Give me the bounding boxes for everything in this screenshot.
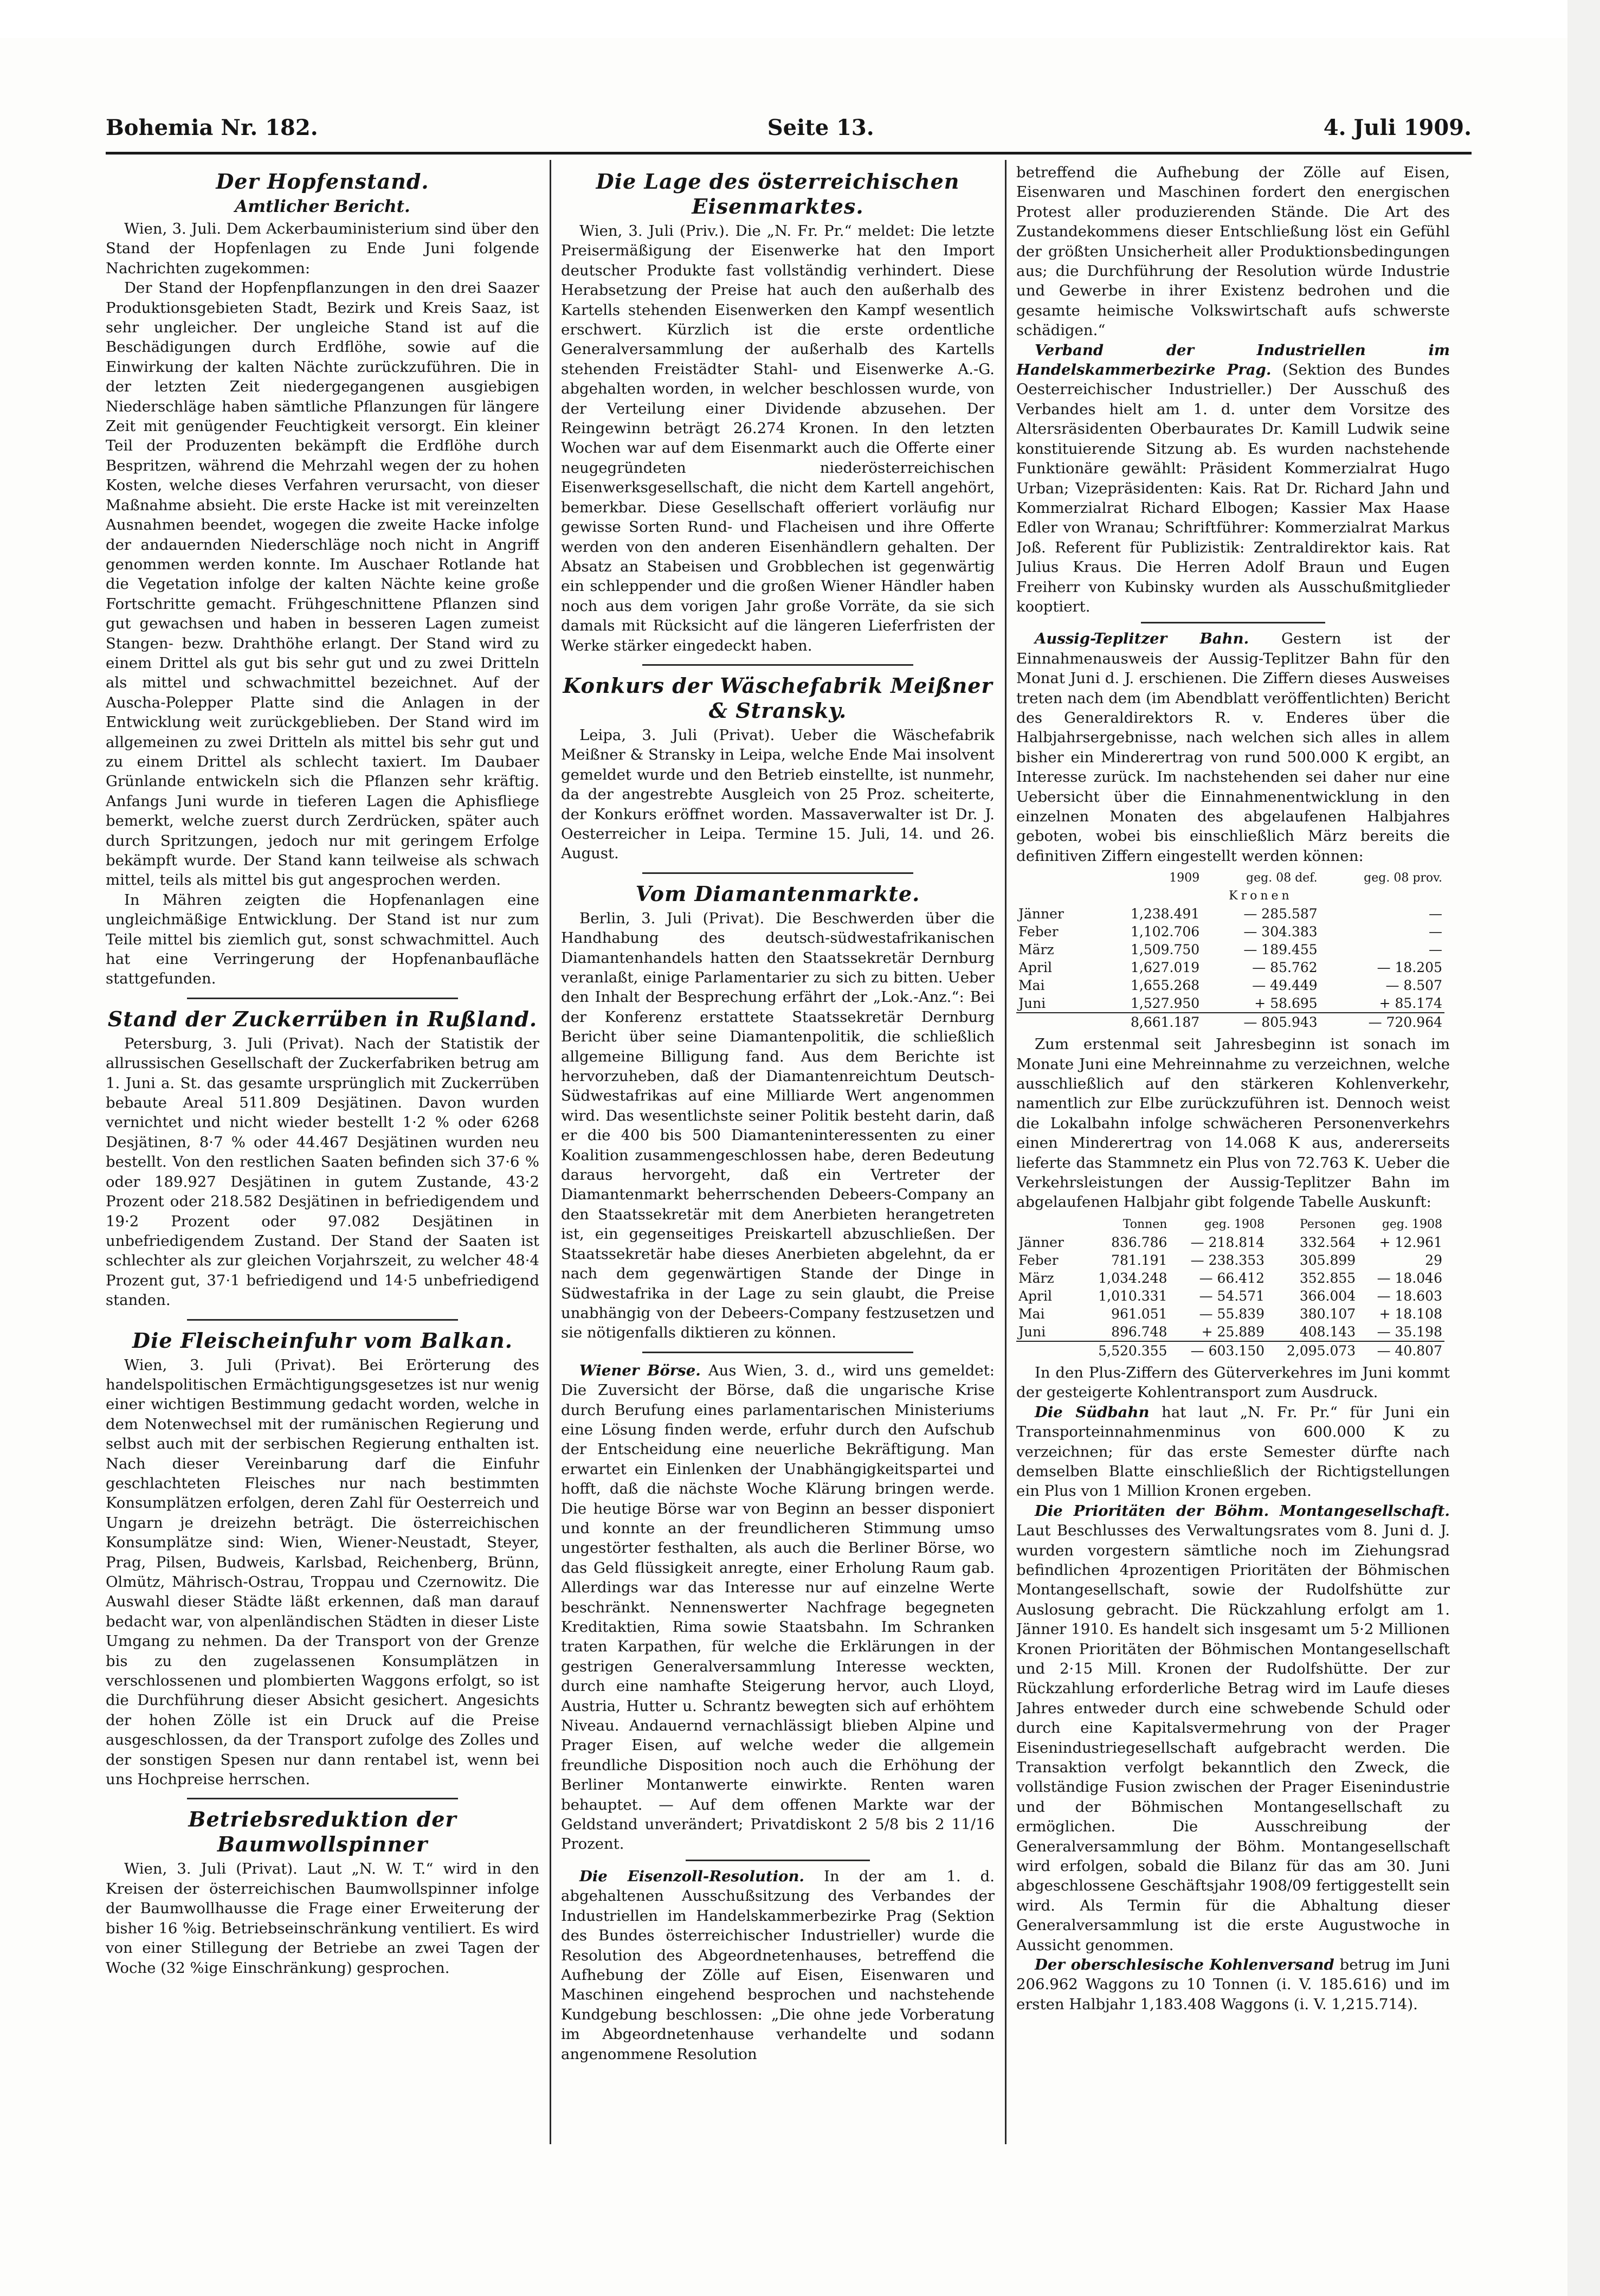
table-cell: 1,527.950: [1130, 995, 1200, 1012]
table-cell: 29: [1425, 1252, 1442, 1268]
table-cell: 1,509.750: [1130, 942, 1200, 958]
table-row: [1016, 1233, 1444, 1251]
table-cell: — 54.571: [1199, 1288, 1264, 1304]
section-divider: [642, 664, 913, 666]
article-paragraph: Der Stand der Hopfenpflanzungen in den drei Saazer Produktionsgebieten Stadt, Bezirk und Kreis Saaz, ist sehr ungleicher. Der ungleiche Stand ist auf die Beschädigungen durch Erdflöhe, sowie auf die Einwirkung der kalten Nächte zurückzuführen. Die in der letzten Zeit niedergegangenen ausgiebigen Niederschläge haben sämtliche Pflanzungen für längere Zeit mit genügender Feuchtigkeit versorgt. Ein kleiner Teil der Produzenten bekämpft die Erdflöhe durch Bespritzen, während die Mehrzahl wegen der zu hohen Kosten, welche dieses Verfahren verursacht, von dieser Maßnahme absieht. Die erste Hacke ist mit vereinzelten Ausnahmen beendet, wogegen die zweite Hacke infolge der andauernden Niederschläge noch nicht in Angriff genommen werden konnte. Im Auschaer Rotlande hat die Vegetation infolge der kalten Nächte keine große Fortschritte gemacht. Frühgeschnittene Pflanzen sind gut gewachsen und haben in besseren Lagen zumeist Stangen- bezw. Drahthöhe erlangt. Der Stand wird zu einem Drittel als gut bis sehr gut und zu zwei Dritteln als mittel und schwachmittel bezeichnet. Auf der Auscha-Polepper Platte sind die Anlagen in der Entwicklung weit zurückgeblieben. Der Stand wird im allgemeinen zu zwei Dritteln als mittel bis sehr gut und zu einem Drittel als schlecht taxiert. Im Daubaer Grünlande entwickeln sich die Pflanzen sehr kräftig. Anfangs Juni wurde in tieferen Lagen die Aphisfliege bemerkt, welche zuerst durch Zerdrücken, später auch durch Spritzungen, jedoch nur mit geringem Erfolge bekämpft wurde. Der Stand kann teilweise als schwach mittel, teils als mittel bis gut angesprochen werden.: [106, 279, 539, 889]
table-cell: 1,238.491: [1130, 906, 1200, 922]
article-paragraph: Berlin, 3. Juli (Privat). Die Beschwerden über die Handhabung des deutsch-südwestafrikanischen Diamantenhandels hatten den Staatssekretär Dernburg veranlaßt, einige Parlamentarier zu sich zu bitten. Ueber den Inhalt der Besprechung erfährt der „Lok.-Anz.“: Bei der Konferenz erstattete Staatssekretär Dernburg Bericht über seine Diamantenpolitik, die schließlich allgemeine Billigung fand. Aus dem Berichte ist hervorzuheben, daß der Diamantenreichtum Deutsch-Südwestafrikas auf eine Milliarde Wert angenommen wird. Das wesentlichste seiner Politik besteht darin, daß er die 400 bis 500 Diamanteninteressenten zu einer Koalition zusammengeschlossen habe, deren Bedeutung daraus hervorgeht, daß ein Vertreter der Diamantenmarkt beherrschenden Debeers-Company an den Staatssekretär mit dem Anerbieten herangetreten ist, ein gegenseitiges Preiskartell abzuschließen. Der Staatssekretär habe dieses Anerbieten abgelehnt, da er nach dem gegenwärtigen Stande der Dinge in Südwestafrika in der Lage zu sein glaubt, die Preise unabhängig von der Debeers-Company festzusetzen und sie nötigenfalls diktieren zu können.: [561, 909, 995, 1342]
table-cell: + 25.889: [1201, 1323, 1264, 1340]
table-cell: —: [1429, 906, 1442, 922]
article-diamantenmarkt: [561, 882, 995, 1343]
table-header-row: [1016, 869, 1444, 887]
table-cell: — 189.455: [1243, 942, 1318, 958]
table-cell: Jänner: [1018, 906, 1064, 922]
table-unit-row: [1016, 887, 1444, 905]
article-konkurs: [561, 673, 995, 864]
table-cell: Jänner: [1018, 1234, 1064, 1250]
article-paragraph: Wien, 3. Juli. Dem Ackerbauministerium sind über den Stand der Hopfenlagen zu Ende Juni folgende Nachrichten zugekommen:: [106, 220, 539, 277]
table-cell: — 720.964: [1320, 1013, 1444, 1031]
page-right-margin: [1567, 0, 1600, 2296]
section-divider: [1141, 622, 1325, 623]
paragraph-text: Laut Beschlusses des Verwaltungsrates vom 8. Juni d. J. wurden vorgestern sämtliche noch im Ziehungsrad befindlichen 4prozentigen Prioritäten der Böhmischen Montangesellschaft, sowie der Rudolfshütte zur Auslosung gebracht. Die Rückzahlung erfolgt am 1. Jänner 1910. Es handelt sich insgesamt um 5·2 Millionen Kronen Prioritäten der Böhmischen Montangesellschaft und 2·15 Mill. Kronen der Rudolfshütte. Der zur Rückzahlung erforderliche Betrag wird im Laufe dieses Jahres entweder durch eine schwebende Schuld oder durch eine Kapitalsvermehrung von der Prager Eisenindustriegesellschaft aufgebracht werden. Die Transaktion verfolgt bekanntlich den Zweck, die vollständige Fusion zwischen der Prager Eisenindustrie und der Böhmischen Montangesellschaft zu ermöglichen. Die Ausschreibung der Generalversammlung der Böhm. Montangesellschaft wird erfolgen, sobald die Bilanz für das am 30. Juni abgeschlossene Geschäftsjahr 1908/09 fertiggestellt sein wird. Als Termin für die Abhaltung dieser Generalversammlung ist die erste Augustwoche in Aussicht genommen.: [1016, 1522, 1450, 1954]
article-paragraph: Petersburg, 3. Juli (Privat). Nach der Statistik der allrussischen Gesellschaft der Zuckerfabriken betrug am 1. Juni a. St. das gesamte ursprünglich mit Zuckerrüben bebaute Areal 511.809 Desjätinen. Davon wurden vernichtet und nicht wieder bestellt 1·2 % oder 6268 Desjätinen, 8·7 % oder 44.467 Desjätinen wurden neu bestellt. Von den restlichen Saaten befinden sich 37·6 % oder 189.927 Desjätinen in gutem Zustande, 43·2 Prozent oder 218.582 Desjätinen in befriedigendem und 19·2 Prozent oder 97.082 Desjätinen in unbefriedigendem Zustand. Der Stand der Saaten ist schlechter als zur gleichen Vorjahrszeit, zu welcher 48·4 Prozent gut, 37·1 befriedigend und 14·5 unbefriedigend standen.: [106, 1034, 539, 1309]
table-cell: Feber: [1018, 924, 1059, 940]
table-cell: 781.191: [1111, 1252, 1167, 1268]
table-cell: — 66.412: [1199, 1270, 1264, 1286]
table-cell: [1016, 1013, 1091, 1031]
table-row: [1016, 905, 1444, 923]
table-header: geg. 08 def.: [1246, 871, 1318, 885]
header-page-number: Seite 13.: [767, 114, 874, 140]
table-cell: Mai: [1018, 977, 1045, 994]
table-header: geg. 1908: [1204, 1217, 1264, 1231]
table-cell: Juni: [1018, 1323, 1046, 1340]
table-cell: Feber: [1018, 1252, 1059, 1268]
page-top-margin: [0, 0, 1600, 38]
table-cell: März: [1018, 1270, 1054, 1286]
table-row: [1016, 976, 1444, 994]
column-2: [561, 163, 995, 2141]
article-wiener-boerse: [561, 1361, 995, 1854]
table-cell: + 85.174: [1379, 995, 1442, 1012]
table-sum-row: [1016, 1341, 1444, 1360]
table-cell: 1,010.331: [1098, 1288, 1167, 1304]
inline-heading: Aussig-Teplitzer Bahn.: [1035, 630, 1249, 648]
table-sum-row: [1016, 1013, 1444, 1031]
inline-heading: Die Südbahn: [1035, 1403, 1150, 1421]
table-row: [1016, 994, 1444, 1013]
article-kohlenversand: [1016, 1955, 1450, 2014]
article-title: Vom Diamantenmarkte.: [635, 881, 920, 906]
article-eisenmarkt: [561, 169, 995, 655]
table-cell: 332.564: [1299, 1234, 1356, 1250]
table-cell: April: [1018, 960, 1052, 976]
table-cell: — 49.449: [1252, 977, 1318, 994]
table-unit: Kronen: [1229, 889, 1293, 903]
column-3: [1016, 163, 1450, 2141]
section-divider: [187, 998, 458, 999]
paragraph-text: betrug im Juni 206.962 Waggons zu 10 Tonnen (i. V. 185.616) und im ersten Halbjahr 1,183.408 Waggons (i. V. 1,215.714).: [1016, 1956, 1450, 2013]
table-row: [1016, 923, 1444, 941]
paragraph-text: Aus Wien, 3. d., wird uns gemeldet: Die Zuversicht der Börse, daß die ungarische Krise durch Berufung eines parlamentarischen Ministeriums eine Lösung finden werde, erfuhr durch den Aufschub der Entscheidung eine neuerliche Bekräftigung. Man erwartet ein Einlenken der Unabhängigkeitspartei und hofft, daß die nächste Woche Klärung bringen werde. Die heutige Börse war von Beginn an besser disponiert und konnte an der freundlicheren Stimmung umso ungestörter festhalten, als auch die Berliner Börse, wo das Geld flüssigkeit anregte, einer Erholung Raum gab. Allerdings war das Interesse nur auf einzelne Werte beschränkt. Nennenswerter Nachfrage begegneten Kreditaktien, Rima sowie Staatsbahn. Im Schranken traten Karpathen, für welche die Erklärungen in der gestrigen Generalversammlung Interesse weckten, durch eine namhafte Steigerung hervor, auch Lloyd, Austria, Hutter u. Schrantz bewegten sich auf erhöhtem Niveau. Andauernd vernachlässigt blieben Alpine und Prager Eisen, auf welche weder die allgemein freundliche Disposition noch auch die Erhöhung der Berliner Montanwerte einwirkte. Renten waren behauptet. — Auf dem offenen Markte war der Geldstand unverändert; Privatdiskont 2 5/8 bis 2 11/16 Prozent.: [561, 1361, 995, 1853]
traffic-table: [1016, 1215, 1444, 1360]
table-cell: 836.786: [1111, 1234, 1167, 1250]
column-1: [106, 163, 539, 2131]
table-cell: 2,095.073: [1267, 1341, 1358, 1360]
table-cell: + 58.695: [1254, 995, 1318, 1012]
table-cell: 1,627.019: [1130, 960, 1200, 976]
section-divider: [642, 872, 913, 874]
revenue-table: [1016, 869, 1444, 1031]
table-cell: Juni: [1018, 995, 1046, 1012]
table-cell: 961.051: [1111, 1305, 1167, 1322]
table-header: geg. 08 prov.: [1364, 871, 1442, 885]
table-cell: [1016, 1341, 1078, 1360]
table-header-row: [1016, 1215, 1444, 1233]
paragraph-text: In der am 1. d. abgehaltenen Ausschußsitzung des Verbandes der Industriellen im Handelskammerbezirke Prag (Sektion des Bundes österreichischer Industrieller) wurde die Resolution des Abgeordnetenhauses, betreffend die Aufhebung der Zölle auf Eisen, Eisenwaren und Maschinen eingehend besprochen und nachstehende Kundgebung beschlossen: „Die ohne jede Vorberatung im Abgeordnetenhause verhandelte und sodann angenommene Resolution: [561, 1867, 995, 2063]
article-eisenzoll: [561, 1867, 995, 2064]
paragraph-text: hat laut „N. Fr. Pr.“ für Juni ein Transporteinnahmenminus von 600.000 K zu verzeichnen; für das erste Semester dürfte nach demselben Blatte einschließlich der Richtigstellungen ein Plus von 1 Million Kronen ergeben.: [1016, 1403, 1450, 1500]
column-rule-1: [550, 160, 551, 2144]
inline-heading: Wiener Börse.: [579, 1361, 701, 1379]
article-prioritaeten: [1016, 1501, 1450, 1955]
article-title: Die Lage des österreichischen Eisenmarktes.: [596, 169, 960, 218]
article-suedbahn: [1016, 1403, 1450, 1501]
table-row: [1016, 1305, 1444, 1323]
inline-heading: Die Eisenzoll-Resolution.: [579, 1867, 805, 1885]
article-paragraph: In den Plus-Ziffern des Güterverkehres im Juni kommt der gesteigerte Kohlentransport zum Ausdruck.: [1016, 1364, 1450, 1401]
table-cell: + 18.108: [1379, 1305, 1442, 1322]
article-hopfenstand: [106, 169, 539, 989]
table-cell: — 238.353: [1190, 1252, 1264, 1268]
section-divider: [187, 1319, 458, 1321]
table-cell: April: [1018, 1288, 1052, 1304]
table-cell: — 40.807: [1358, 1341, 1444, 1360]
article-title: Stand der Zuckerrüben in Rußland.: [107, 1006, 538, 1031]
table-row: [1016, 959, 1444, 976]
table-cell: 1,102.706: [1130, 924, 1200, 940]
article-verband: [1016, 340, 1450, 617]
page-header: [106, 108, 1472, 146]
table-cell: — 18.603: [1377, 1288, 1442, 1304]
article-paragraph: [1016, 629, 1450, 866]
table-row: [1016, 1269, 1444, 1287]
header-newspaper: Bohemia Nr. 182.: [106, 114, 318, 140]
table-header: geg. 1908: [1382, 1217, 1442, 1231]
article-baumwolle: [106, 1807, 539, 1977]
table-cell: — 18.205: [1377, 960, 1442, 976]
article-zuckerrueben: [106, 1007, 539, 1310]
article-paragraph: Leipa, 3. Juli (Privat). Ueber die Wäschefabrik Meißner & Stransky in Leipa, welche Ende Mai insolvent gemeldet wurde und den Betrieb einstellte, ist nunmehr, da der angestrebte Ausgleich von 25 Proz. scheiterte, der Konkurs eröffnet worden. Massaverwalter ist Dr. J. Oesterreicher in Leipa. Termine 15. Juli, 14. und 26. August.: [561, 726, 995, 863]
inline-heading: Die Prioritäten der Böhm. Montangesellschaft.: [1035, 1502, 1450, 1520]
header-date: 4. Juli 1909.: [1323, 114, 1472, 140]
table-cell: Mai: [1018, 1305, 1045, 1322]
table-cell: — 805.943: [1202, 1013, 1319, 1031]
inline-heading: Der oberschlesische Kohlenversand: [1035, 1956, 1334, 1974]
table-cell: — 8.507: [1385, 977, 1442, 994]
table-cell: 5,520.355: [1078, 1341, 1169, 1360]
table-cell: + 12.961: [1379, 1234, 1442, 1250]
table-cell: 8,661.187: [1091, 1013, 1202, 1031]
article-title: Konkurs der Wäschefabrik Meißner & Stransky.: [563, 673, 993, 723]
article-title: Betriebsreduktion der Baumwollspinner: [188, 1807, 457, 1857]
table-cell: 1,655.268: [1130, 977, 1200, 994]
table-row: [1016, 1323, 1444, 1341]
article-paragraph: Wien, 3. Juli (Privat). Bei Erörterung des handelspolitischen Ermächtigungsgesetzes ist nur wenig einer wichtigen Bestimmung gedacht worden, welche in dem Notenwechsel mit der rumänischen Regierung und selbst auch mit der serbischen Regierung enthalten ist. Nach dieser Vereinbarung darf die Einfuhr geschlachteten Fleisches nur nach bestimmten Konsumplätzen erfolgen, deren Zahl für Oesterreich und Ungarn je dreizehn beträgt. Die österreichischen Konsumplätze sind: Wien, Wiener-Neustadt, Steyer, Prag, Pilsen, Budweis, Karlsbad, Reichenberg, Brünn, Olmütz, Mährisch-Ostrau, Troppau und Czernowitz. Die Auswahl dieser Städte läßt erkennen, daß man darauf bedacht war, von alpenländischen Städten in dieser Liste Umgang zu nehmen. Da der Transport von der Grenze bis zu den zugelassenen Konsumplätzen in verschlossenen und plombierten Waggons erfolgt, so ist die Durchführung dieser Absicht gesichert. Angesichts der hohen Zölle ist ein Druck auf die Preise ausgeschlossen, da der Transport zufolge des Zolles und der sonstigen Spesen nur dann rentabel ist, wenn bei uns Hochpreise herrschen.: [106, 1356, 539, 1789]
table-cell: — 304.383: [1243, 924, 1318, 940]
article-paragraph: In Mähren zeigten die Hopfenanlagen eine ungleichmäßige Entwicklung. Der Stand ist nur zum Teile mittel bis ziemlich gut, sonst schwachmittel. Auch hat eine Verringerung der Hopfenanbaufläche stattgefunden.: [106, 891, 539, 988]
table-header: Personen: [1299, 1217, 1356, 1231]
article-paragraph: [1016, 1501, 1450, 1955]
article-paragraph: [1016, 340, 1450, 617]
article-aussig-teplitzer-bahn: [1016, 629, 1450, 1402]
article-paragraph: Zum erstenmal seit Jahresbeginn ist sonach im Monate Juni eine Mehreinnahme zu verzeichnen, welche ausschließlich auf den stärkeren Kohlenverkehr, namentlich zur Elbe zurückzuführen ist. Dennoch weist die Lokalbahn infolge schwächeren Personenverkehrs einen Minderertrag von 14.068 K aus, andererseits lieferte das Stammnetz ein Plus von 72.763 K. Ueber die Verkehrsleistungen der Aussig-Teplitzer Bahn im abgelaufenen Halbjahr gibt folgende Tabelle Auskunft:: [1016, 1036, 1450, 1211]
article-subtitle: Amtlicher Bericht.: [235, 197, 410, 216]
table-cell: — 603.150: [1169, 1341, 1267, 1360]
section-divider: [187, 1798, 458, 1799]
table-cell: 305.899: [1299, 1252, 1356, 1268]
table-cell: 1,034.248: [1098, 1270, 1167, 1286]
table-cell: 366.004: [1299, 1288, 1356, 1304]
article-paragraph: [561, 1361, 995, 1854]
section-divider: [642, 1352, 913, 1353]
table-cell: 352.855: [1299, 1270, 1356, 1286]
table-cell: — 85.762: [1252, 960, 1318, 976]
section-divider: [686, 1860, 870, 1861]
article-fleischeinfuhr: [106, 1328, 539, 1790]
article-title: Der Hopfenstand.: [216, 169, 429, 194]
header-rule: [106, 152, 1472, 155]
table-cell: —: [1429, 942, 1442, 958]
table-cell: — 35.198: [1377, 1323, 1442, 1340]
table-row: [1016, 941, 1444, 959]
table-header: Tonnen: [1122, 1217, 1167, 1231]
table-cell: — 18.046: [1377, 1270, 1442, 1286]
table-header: 1909: [1169, 871, 1200, 885]
table-cell: — 218.814: [1190, 1234, 1264, 1250]
paragraph-text: Gestern ist der Einnahmenausweis der Aussig-Teplitzer Bahn für den Monat Juni d. J. erschienen. Die Ziffern dieses Ausweises treten nach dem (im Abendblatt veröffentlichten) Bericht des Generaldirektors R. v. Enderes über die Halbjahrsergebnisse, nach welchen sich alles in allem bisher ein Minderertrag von rund 500.000 K ergibt, an Interesse zurück. Im nachstehenden sei daher nur eine Uebersicht über die Einnahmenentwicklung in den einzelnen Monaten des abgelaufenen Halbjahres geboten, wobei bis einschließlich März bereits die definitiven Ziffern eingestellt werden können:: [1016, 630, 1450, 865]
paragraph-text: (Sektion des Bundes Oesterreichischer Industrieller.) Der Ausschuß des Verbandes hielt am 1. d. unter dem Vorsitze des Altersräsidenten Oberbaurates Dr. Kamill Ludwik seine konstituierende Sitzung ab. Es wurden nachstehende Funktionäre gewählt: Präsident Kommerzialrat Hugo Urban; Vizepräsidenten: Kais. Rat Dr. Richard Jahn und Kommerzialrat Richard Elbogen; Kassier Max Haase Edler von Wranau; Schriftführer: Kommerzialrat Markus Joß. Referent für Publizistik: Zentraldirektor kais. Rat Julius Kraus. Die Herren Adolf Braun und Eugen Freiherr von Kubinsky wurden als Ausschußmitglieder kooptiert.: [1016, 361, 1450, 615]
article-paragraph-continued: betreffend die Aufhebung der Zölle auf Eisen, Eisenwaren und Maschinen fordert den energischen Protest aller produzierenden Stände. Die Art des Zustandekommens dieser Entschließung löst ein Gefühl der größten Unsicherheit aller Produktionsbedingungen aus; die Durchführung der Resolution würde Industrie und Gewerbe in ihrer Existenz bedrohen und die gesamte heimische Volkswirtschaft aufs schwerste schädigen.“: [1016, 164, 1450, 339]
article-paragraph: Wien, 3. Juli (Privat). Laut „N. W. T.“ wird in den Kreisen der österreichischen Baumwollspinner infolge der Baumwollhausse die Frage einer Erweiterung der bisher 16 %ig. Betriebseinschränkung ventiliert. Es wird von einer Stillegung der Betriebe an zwei Tagen der Woche (32 %ige Einschränkung) gesprochen.: [106, 1860, 539, 1977]
article-paragraph: Wien, 3. Juli (Priv.). Die „N. Fr. Pr.“ meldet: Die letzte Preisermäßigung der Eisenwerke hat den Import deutscher Produkte fast vollständig verhindert. Diese Herabsetzung der Preise hat auch den außerhalb des Kartells stehenden Eisenwerken den Kampf wesentlich erschwert. Kürzlich ist die erste ordentliche Generalversammlung der außerhalb des Kartells stehenden Freistädter Stahl- und Eisenwerke A.-G. abgehalten worden, in welcher beschlossen wurde, von der Verteilung einer Dividende abzusehen. Der Reingewinn beträgt 26.274 Kronen. In den letzten Wochen war auf dem Eisenmarkt auch die Offerte einer neugegründeten niederösterreichischen Eisenwerksgesellschaft, die nicht dem Kartell angehört, bemerkbar. Diese Gesellschaft offeriert vorläufig nur gewisse Sorten Rund- und Flacheisen und ihre Offerte werden von den anderen Eisenhändlern gehalten. Der Absatz an Stabeisen und Grobblechen ist gegenwärtig ein schleppender und die großen Wiener Händler haben noch aus dem vorigen Jahr große Vorräte, da sie sich damals mit Rücksicht auf die längeren Lieferfristen der Werke stärker eingedeckt haben.: [561, 222, 995, 654]
table-cell: 408.143: [1299, 1323, 1356, 1340]
table-row: [1016, 1251, 1444, 1269]
column-rule-2: [1005, 160, 1007, 2144]
table-cell: — 285.587: [1243, 906, 1318, 922]
table-row: [1016, 1287, 1444, 1305]
table-cell: — 55.839: [1199, 1305, 1264, 1322]
article-paragraph: [561, 1867, 995, 2064]
article-paragraph: [1016, 1403, 1450, 1501]
table-cell: März: [1018, 942, 1054, 958]
table-cell: 896.748: [1111, 1323, 1167, 1340]
table-cell: —: [1429, 924, 1442, 940]
table-cell: 380.107: [1299, 1305, 1356, 1322]
inline-heading: Verband der Industriellen im Handelskammerbezirke Prag.: [1016, 341, 1450, 379]
article-title: Die Fleischeinfuhr vom Balkan.: [132, 1328, 513, 1353]
article-paragraph: [1016, 1955, 1450, 2014]
